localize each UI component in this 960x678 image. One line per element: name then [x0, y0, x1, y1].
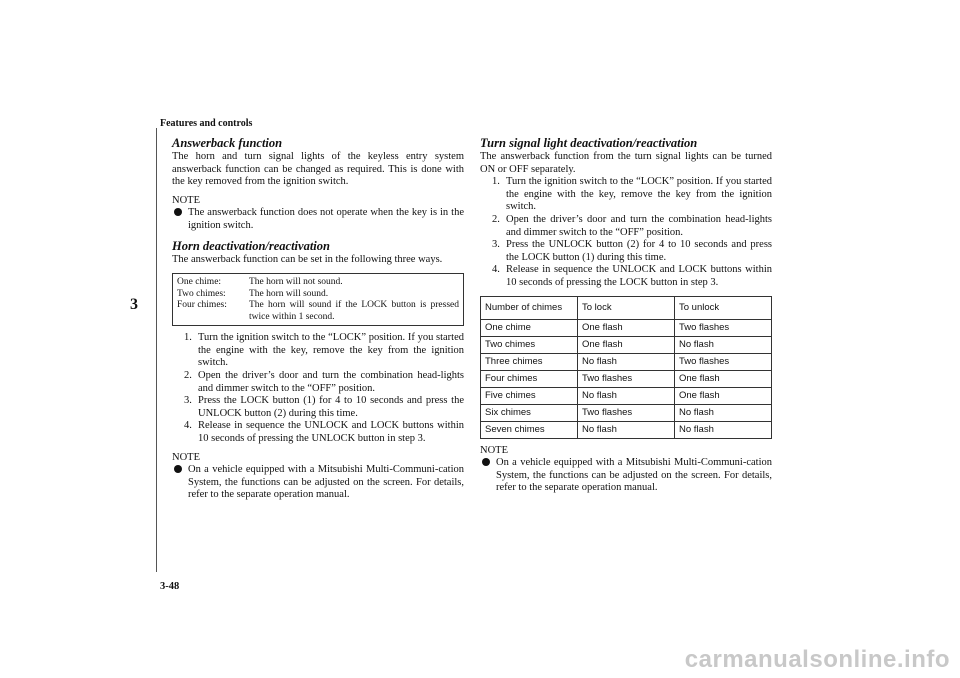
- chapter-number: 3: [130, 296, 138, 313]
- turn-signal-body: The answerback function from the turn signal lights can be turned ON or OFF separately.: [480, 151, 772, 175]
- step-text: Open the driver’s door and turn the combination head-lights and dimmer switch to the “OFF” position.: [506, 213, 772, 238]
- chapter-divider-line: [156, 128, 157, 572]
- table-row: [481, 353, 772, 370]
- watermark-logo: carmanualsonline.info: [684, 646, 950, 673]
- table-cell: One flash: [675, 370, 772, 387]
- step-item: [172, 332, 464, 370]
- bullet-icon: [174, 465, 182, 473]
- table-header-cell: To lock: [578, 296, 675, 319]
- step-text: Release in sequence the UNLOCK and LOCK buttons within 10 seconds of pressing the LOCK button in step 3.: [506, 264, 772, 288]
- table-row: [481, 387, 772, 404]
- table-row: [481, 336, 772, 353]
- turn-signal-steps-list: [480, 176, 772, 289]
- table-cell: No flash: [578, 387, 675, 404]
- table-cell: One chime: [481, 319, 578, 336]
- bullet-icon: [482, 458, 490, 466]
- step-item: [480, 239, 772, 264]
- chime-option-value: The horn will not sound.: [249, 277, 343, 288]
- page-number: 3-48: [160, 581, 180, 592]
- section-header: Features and controls: [160, 118, 253, 129]
- step-number: 3.: [492, 239, 500, 251]
- chimes-table: [480, 296, 772, 439]
- step-item: [480, 264, 772, 289]
- table-cell: Five chimes: [481, 387, 578, 404]
- step-number: 2.: [184, 369, 192, 381]
- step-number: 1.: [492, 176, 500, 188]
- table-cell: One flash: [578, 319, 675, 336]
- table-header-cell: To unlock: [675, 296, 772, 319]
- right-column: [480, 136, 772, 495]
- horn-heading: Horn deactivation/reactivation: [172, 238, 330, 253]
- chime-option-value: The horn will sound.: [249, 288, 329, 299]
- note-title: NOTE: [172, 194, 200, 206]
- table-cell: No flash: [675, 404, 772, 421]
- step-text: Open the driver’s door and turn the combination head-lights and dimmer switch to the “OFF” position.: [198, 369, 464, 394]
- table-cell: Two flashes: [578, 404, 675, 421]
- table-cell: No flash: [578, 421, 675, 438]
- table-cell: No flash: [675, 336, 772, 353]
- note-item: [480, 457, 772, 495]
- chime-options-box: [172, 273, 464, 326]
- step-item: [480, 176, 772, 214]
- table-cell: No flash: [675, 421, 772, 438]
- horn-steps-list: [172, 332, 464, 445]
- chime-option-key: One chime:: [177, 277, 222, 288]
- step-item: [172, 420, 464, 445]
- table-cell: Two flashes: [675, 319, 772, 336]
- table-cell: Six chimes: [481, 404, 578, 421]
- table-cell: Four chimes: [481, 370, 578, 387]
- table-cell: Three chimes: [481, 353, 578, 370]
- step-number: 1.: [184, 332, 192, 344]
- note-title: NOTE: [480, 444, 508, 456]
- answerback-heading: Answerback function: [172, 136, 283, 150]
- step-number: 2.: [492, 213, 500, 225]
- turn-signal-heading: Turn signal light deactivation/reactivation: [480, 136, 698, 150]
- chime-option: [177, 300, 459, 323]
- chime-option-key: Four chimes:: [177, 300, 227, 311]
- table-row: [481, 404, 772, 421]
- table-cell: Two flashes: [675, 353, 772, 370]
- bullet-icon: [174, 208, 182, 216]
- table-header-cell: Number of chimes: [481, 296, 578, 319]
- chime-option: [177, 277, 459, 289]
- note-text: On a vehicle equipped with a Mitsubishi Multi-Communi-cation System, the functions can be adjusted on the screen. For details, refer to the separate operation manual.: [496, 457, 772, 494]
- table-row: [481, 421, 772, 438]
- table-cell: Two flashes: [578, 370, 675, 387]
- step-text: Release in sequence the UNLOCK and LOCK buttons within 10 seconds of pressing the UNLOCK button in step 3.: [198, 420, 464, 444]
- step-item: [172, 370, 464, 395]
- note-text: On a vehicle equipped with a Mitsubishi Multi-Communi-cation System, the functions can be adjusted on the screen. For details, refer to the separate operation manual.: [188, 464, 464, 501]
- table-cell: One flash: [578, 336, 675, 353]
- step-item: [172, 395, 464, 420]
- step-text: Press the LOCK button (1) for 4 to 10 seconds and press the UNLOCK button (2) during this time.: [198, 395, 464, 419]
- note-item: [172, 464, 464, 502]
- table-row: [481, 370, 772, 387]
- horn-body: The answerback function can be set in the following three ways.: [172, 253, 443, 265]
- chime-option: [177, 289, 459, 301]
- step-number: 4.: [492, 264, 500, 276]
- chime-option-key: Two chimes:: [177, 288, 226, 299]
- table-cell: No flash: [578, 353, 675, 370]
- step-item: [480, 214, 772, 239]
- note-title: NOTE: [172, 451, 200, 463]
- step-number: 4.: [184, 420, 192, 432]
- step-text: Press the UNLOCK button (2) for 4 to 10 seconds and press the LOCK button (1) during this time.: [506, 239, 772, 263]
- table-header-row: [481, 296, 772, 319]
- note-text: The answerback function does not operate when the key is in the ignition switch.: [188, 207, 464, 231]
- step-text: Turn the ignition switch to the “LOCK” position. If you started the engine with the key, remove the key from the ignition switch.: [506, 176, 772, 213]
- chime-option-value: The horn will sound if the LOCK button is pressed twice within 1 second.: [249, 300, 459, 322]
- table-cell: Two chimes: [481, 336, 578, 353]
- step-number: 3.: [184, 395, 192, 407]
- left-column: [172, 136, 464, 502]
- table-cell: Seven chimes: [481, 421, 578, 438]
- table-cell: One flash: [675, 387, 772, 404]
- note-item: [172, 207, 464, 232]
- table-row: [481, 319, 772, 336]
- answerback-body: The horn and turn signal lights of the keyless entry system answerback function can be changed as required. This is done with the key removed from the ignition switch.: [172, 151, 464, 188]
- step-text: Turn the ignition switch to the “LOCK” position. If you started the engine with the key, remove the key from the ignition switch.: [198, 332, 464, 369]
